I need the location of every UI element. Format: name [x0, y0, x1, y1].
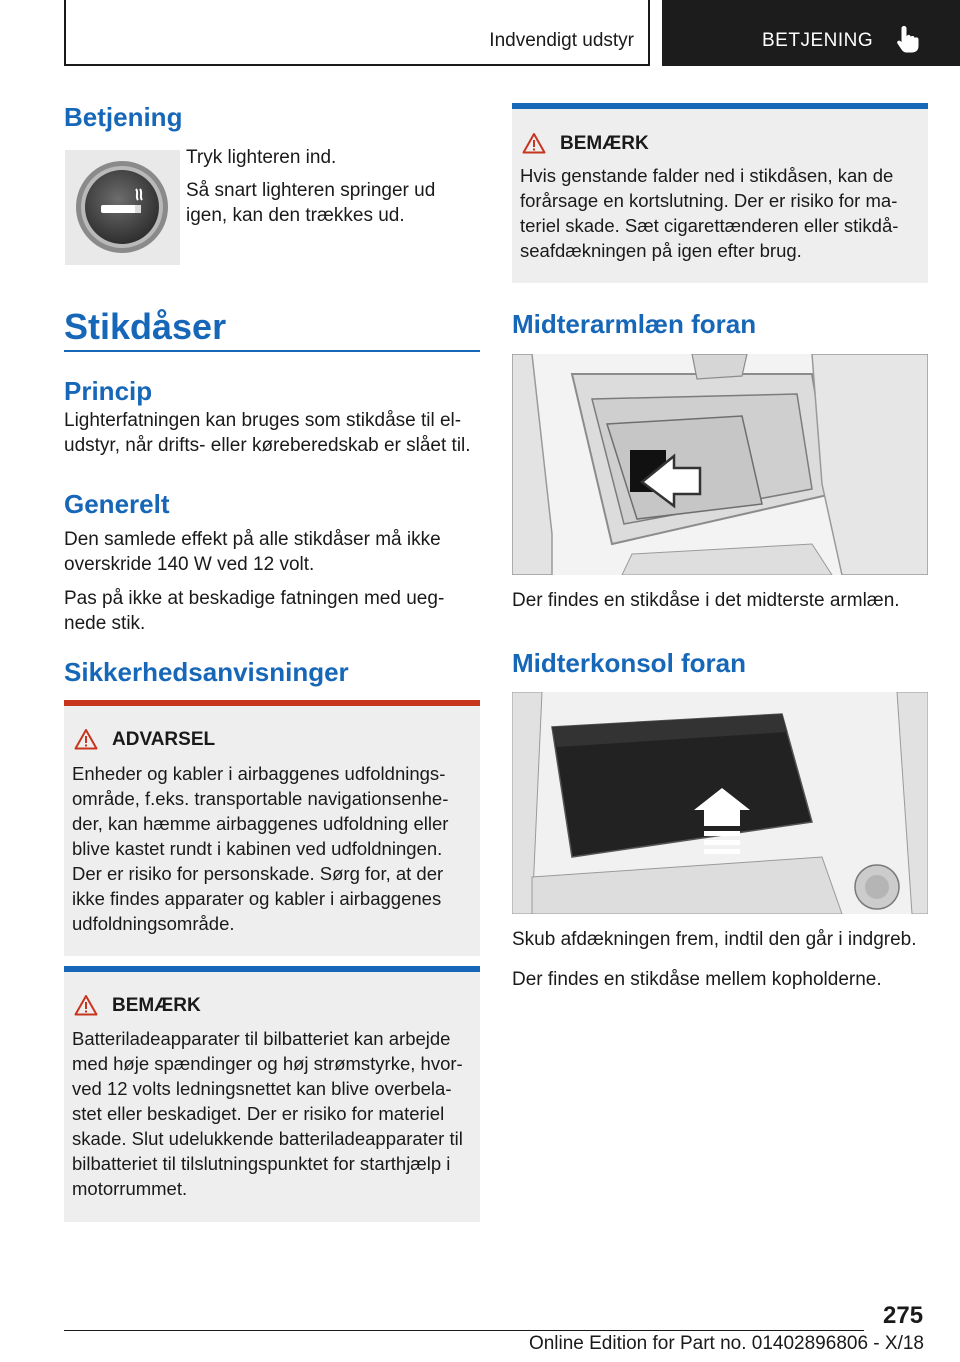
note-label: BEMÆRK — [560, 133, 649, 154]
header-frame — [64, 0, 650, 66]
konsol-text-2: Der findes en stikdåse mellem kopholderne. — [512, 969, 882, 990]
heading-stikdaaser: Stikdåser — [64, 306, 227, 347]
edition-note: Online Edition for Part no. 01402896806 - X/18 — [528, 1333, 924, 1354]
princip-text: Lighterfatningen kan bruges som stikdåse til eludstyr, når drifts- eller køreberedskab er slået til. — [64, 410, 471, 456]
console-illustration — [512, 692, 928, 914]
note-label: BEMÆRK — [112, 995, 201, 1016]
generelt-text-2: Pas på ikke at beskadige fatningen med uegnede stik. — [64, 588, 445, 634]
warning-triangle-icon — [74, 728, 98, 750]
warning-box — [64, 700, 480, 956]
heading-rule — [64, 350, 480, 352]
warning-triangle-icon — [74, 994, 98, 1016]
armrest-socket-image — [512, 354, 928, 575]
heading-midterkonsol: Midterkonsol foran — [512, 648, 747, 678]
page-number: 275 — [883, 1302, 924, 1329]
heading-betjening: Betjening — [64, 102, 183, 132]
chapter-tab-label: BETJENING — [762, 30, 874, 51]
chapter-tab — [662, 0, 960, 66]
betjening-text-1: Tryk lighteren ind. — [186, 147, 337, 168]
hand-pointer-icon — [895, 24, 921, 54]
note-box-right — [512, 103, 928, 283]
note-bar — [512, 103, 928, 109]
betjening-text-2: Så snart lighteren springer ud igen, kan den trækkes ud. — [186, 180, 436, 226]
cigarette-lighter-image — [65, 150, 180, 265]
generelt-text-1: Den samlede effekt på alle stikdåser må ikke overskride 140 W ved 12 volt. — [64, 529, 441, 575]
note-text: Batteriladeapparater til bilbatteriet kan arbejde med høje spændinger og høj strømstyrke, hvorved 12 volts ledningsnettet kan blive overbelastet eller beskadiget. Der er risiko for materiel skade. Slut udelukkende batteriladeapparater til bilbatteriet til tilslutningspunktet for starthjælp i motorrummet. — [72, 1028, 463, 1199]
section-title: Indvendigt udstyr — [489, 30, 634, 51]
warning-label: ADVARSEL — [112, 729, 216, 750]
note-text: Hvis genstande falder ned i stikdåsen, kan de forårsage en kortslutning. Der er risiko for materiel skade. Sæt cigarettænderen eller stikdåseafdækningen på igen efter brug. — [520, 165, 899, 261]
heading-princip: Princip — [64, 376, 153, 406]
armlaen-text: Der findes en stikdåse i det midterste armlæn. — [512, 590, 900, 611]
note-bar — [64, 966, 480, 972]
warning-triangle-icon — [522, 132, 546, 154]
footer-rule — [64, 1330, 864, 1331]
heading-generelt: Generelt — [64, 489, 170, 519]
heading-midterarmlaen: Midterarmlæn foran — [512, 309, 757, 339]
warning-text: Enheder og kabler i airbaggenes udfoldningsområde, f.eks. transportable navigationsenheder, kan hæmme airbaggenes udfoldning eller blive kastet rundt i kabinen ved udfoldningen. Der er risiko for personskade. Sørg for, at der ikke findes apparater og kabler i airbaggenes udfoldningsområde. — [72, 763, 449, 934]
armrest-illustration — [512, 354, 928, 575]
heading-sikkerhedsanvisninger: Sikkerhedsanvisninger — [64, 657, 349, 687]
konsol-text-1: Skub afdækningen frem, indtil den går i indgreb. — [512, 929, 917, 950]
note-box-left — [64, 966, 480, 1222]
warning-bar — [64, 700, 480, 706]
console-socket-image — [512, 692, 928, 914]
cigarette-lighter-illustration — [65, 150, 180, 265]
